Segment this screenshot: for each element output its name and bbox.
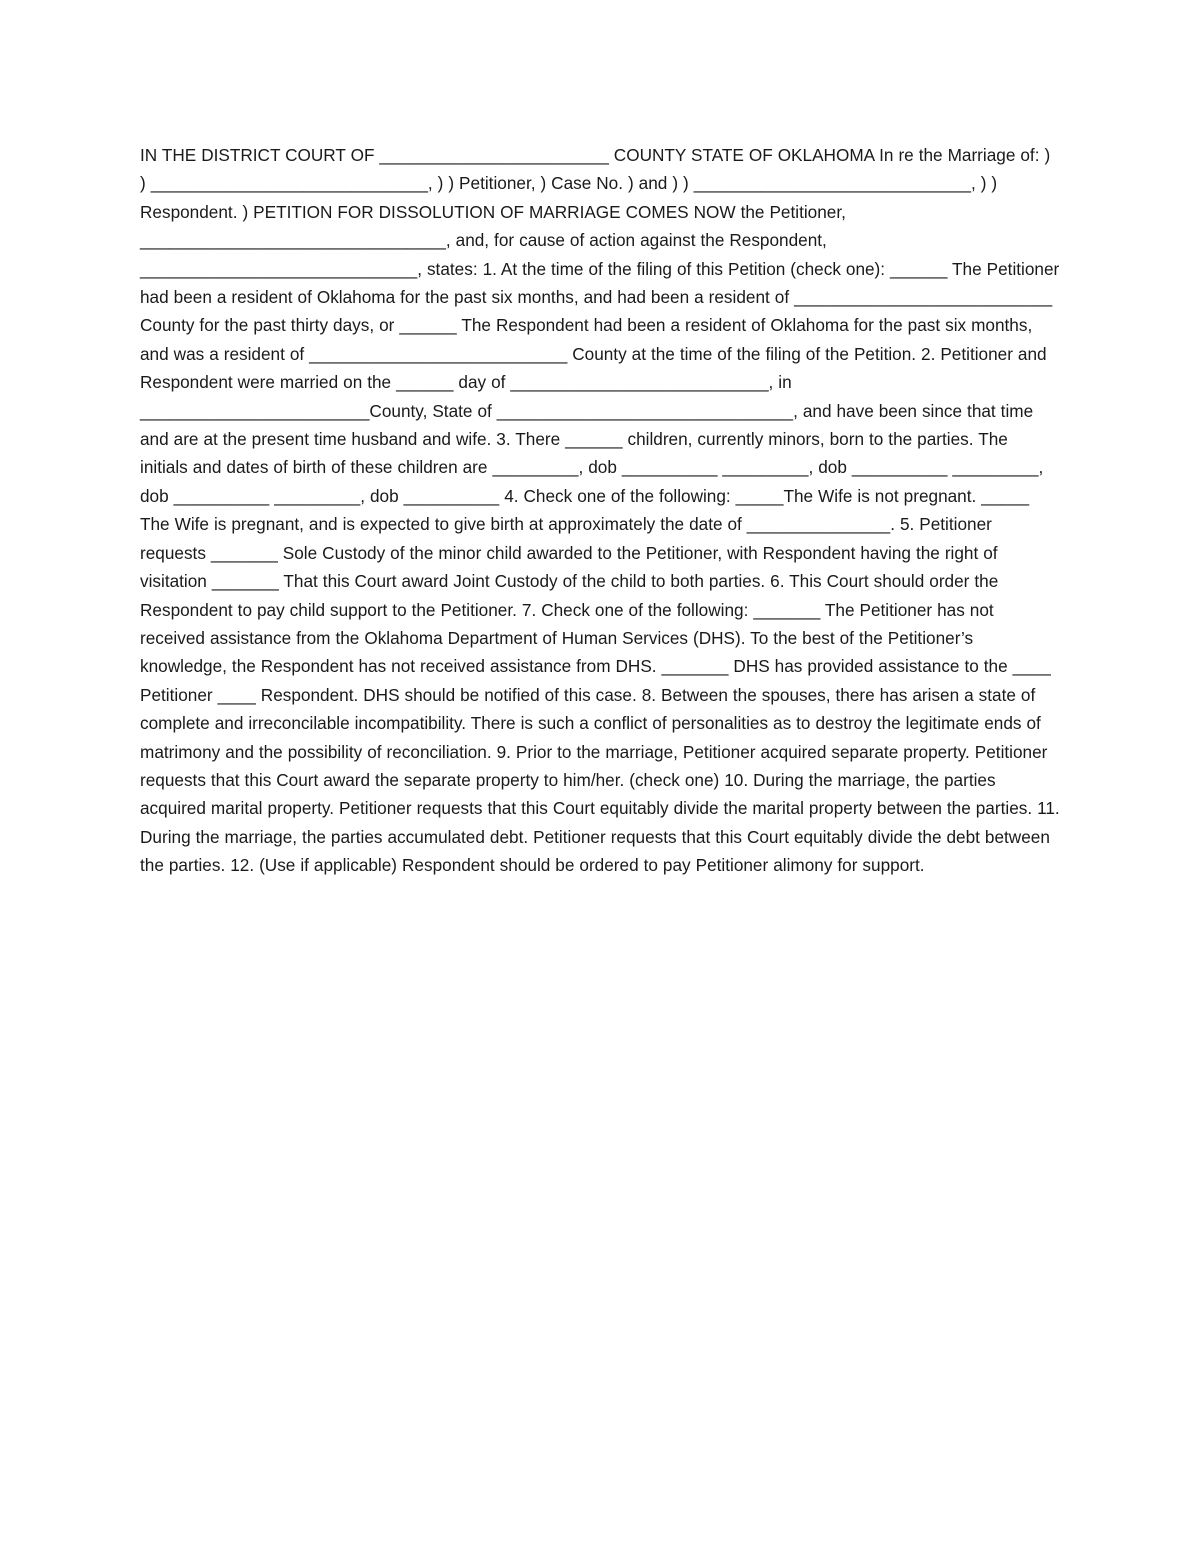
petition-body-text: IN THE DISTRICT COURT OF ________________________ COUNTY STATE OF OKLAHOMA In re the Marriage of: ) ) _____________________________, ) ) Petitioner, ) Case No. ) and ) ) _____________________________, ) ) Respondent. ) PETITION FOR DISSOLUTION OF MARRIAGE COMES NOW the Petitioner, ________________________________, and, for cause of action against the Respondent, _____________________________, states: 1. At the time of the filing of this Petition (check one): ______ The Petitioner had been a resident of Oklahoma for the past six months, and had been a resident of ___________________________ County for the past thirty days, or ______ The Respondent had been a resident of Oklahoma for the past six months, and was a resident of ___________________________ County at the time of the filing of the Petition. 2. Petitioner and Respondent were married on the ______ day of ___________________________, in ________________________County, State of _______________________________, and have been since that time and are at the present time husband and wife. 3. There ______ children, currently minors, born to the parties. The initials and dates of birth of these children are _________, dob __________ _________, dob __________ _________, dob __________ _________, dob __________ 4. Check one of the following: _____The Wife is not pregnant. _____ The Wife is pregnant, and is expected to give birth at approximately the date of _______________. 5. Petitioner requests _______ Sole Custody of the minor child awarded to the Petitioner, with Respondent having the right of visitation _______ That this Court award Joint Custody of the child to both parties. 6. This Court should order the Respondent to pay child support to the Petitioner. 7. Check one of the following: _______ The Petitioner has not received assistance from the Oklahoma Department of Human Services (DHS). To the best of the Petitioner’s knowledge, the Respondent has not received assistance from DHS. _______ DHS has provided assistance to the ____ Petitioner ____ Respondent. DHS should be notified of this case. 8. Between the spouses, there has arisen a state of complete and irreconcilable incompatibility. There is such a conflict of personalities as to destroy the legitimate ends of matrimony and the possibility of reconciliation. 9. Prior to the marriage, Petitioner acquired separate property. Petitioner requests that this Court award the separate property to him/her. (check one) 10. During the marriage, the parties acquired marital property. Petitioner requests that this Court equitably divide the marital property between the parties. 11. During the marriage, the parties accumulated debt. Petitioner requests that this Court equitably divide the debt between the parties. 12. (Use if applicable) Respondent should be ordered to pay Petitioner alimony for support. [140,145,1060,876]
